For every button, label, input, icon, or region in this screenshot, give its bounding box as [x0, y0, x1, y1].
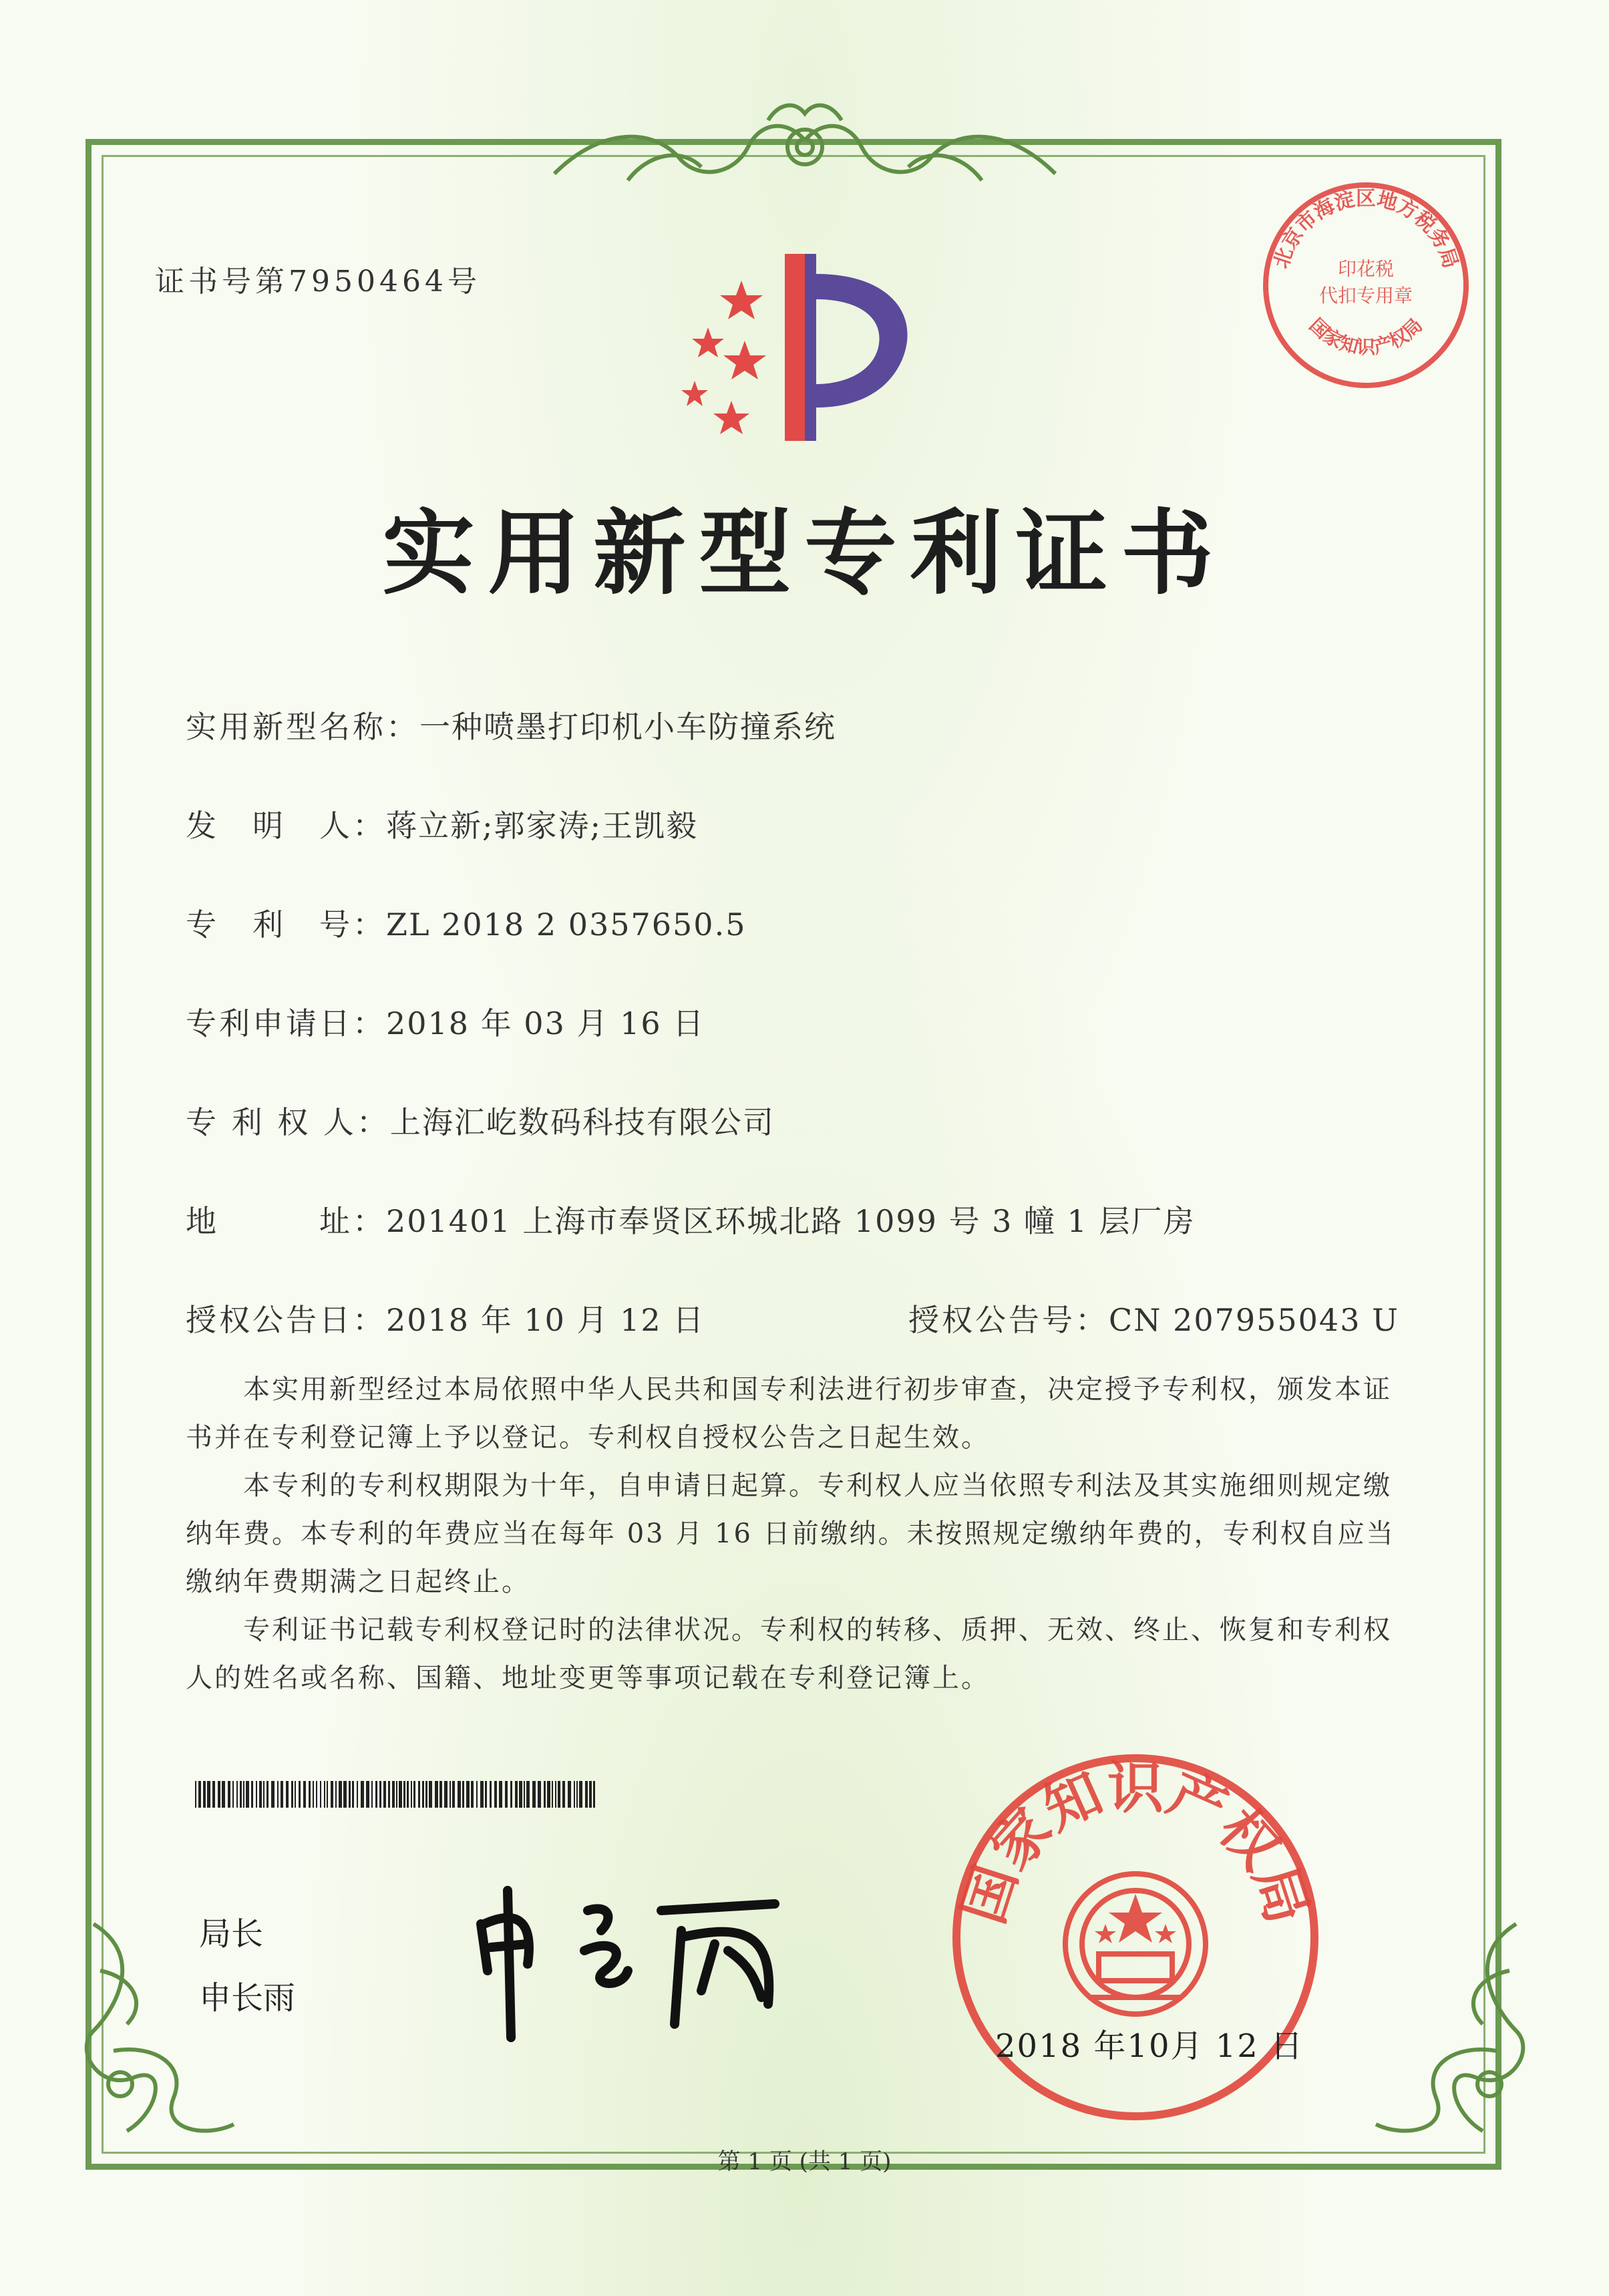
- handwritten-signature: [461, 1870, 835, 2044]
- field-value: 上海汇屹数码科技有限公司: [389, 1104, 775, 1140]
- field-inventors: [186, 802, 698, 846]
- page-footer: 第 1 页 (共 1 页): [717, 2148, 892, 2175]
- signatory-name: 申长雨: [199, 1979, 296, 2017]
- top-ornament: [548, 100, 1062, 194]
- signatory-position: 局长: [199, 1915, 264, 1953]
- tax-stamp: [1256, 175, 1476, 395]
- field-label: 专利申请日：: [186, 1005, 386, 1041]
- field-address: [186, 1197, 1196, 1241]
- field-patentee: [186, 1098, 775, 1142]
- seal-text: 国家知识产权局: [950, 1755, 1321, 1931]
- body-paragraph: 专利证书记载专利权登记时的法律状况。专利权的转移、质押、无效、终止、恢复和专利权人的姓名或名称、国籍、地址变更等事项记载在专利登记簿上。: [186, 1615, 1392, 1693]
- tax-stamp-line1: 印花税: [1337, 258, 1395, 280]
- certificate-number: 证书号第7950464号: [155, 265, 481, 299]
- bottom-right-ornament: [1363, 1917, 1536, 2158]
- field-value: 蒋立新;郭家涛;王凯毅: [386, 808, 698, 844]
- field-announcement-number: [908, 1296, 1399, 1340]
- body-paragraph: 本专利的专利权期限为十年，自申请日起算。专利权人应当依照专利法及其实施细则规定缴纳年费。本专利的年费应当在每年 03 月 16 日前缴纳。未按照规定缴纳年费的，专利权自应当缴纳年费期满之日起终止。: [186, 1470, 1395, 1597]
- field-label: 实用新型名称：: [186, 709, 419, 745]
- field-value: ZL 2018 2 0357650.5: [386, 907, 747, 943]
- field-label: 授权公告日：: [186, 1302, 386, 1338]
- field-label: 发 明 人：: [186, 808, 386, 844]
- field-label: 授权公告号：: [908, 1302, 1109, 1338]
- official-seal: [948, 1750, 1322, 2124]
- certificate-title: 实用新型专利证书: [382, 500, 1227, 607]
- tax-stamp-bottom-text: 国家知识产权局: [1304, 314, 1427, 359]
- field-value: CN 207955043 U: [1109, 1302, 1399, 1338]
- body-paragraph: 本实用新型经过本局依照中华人民共和国专利法进行初步审查，决定授予专利权，颁发本证书并在专利登记簿上予以登记。专利权自授权公告之日起生效。: [186, 1374, 1392, 1453]
- barcode: [195, 1781, 596, 1808]
- field-label: 地 址：: [186, 1203, 386, 1239]
- field-value: 2018 年 03 月 16 日: [386, 1005, 705, 1041]
- tax-stamp-line2: 代扣专用章: [1318, 285, 1413, 307]
- field-announcement-date: [186, 1296, 705, 1340]
- field-value: 一种喷墨打印机小车防撞系统: [419, 709, 836, 745]
- field-value: 201401 上海市奉贤区环城北路 1099 号 3 幢 1 层厂房: [386, 1203, 1196, 1239]
- certificate-body: [186, 1365, 1415, 1702]
- seal-date: 2018 年10月 12 日: [995, 2027, 1304, 2065]
- field-value: 2018 年 10 月 12 日: [386, 1302, 705, 1338]
- patent-office-logo: [661, 247, 942, 448]
- field-application-date: [186, 999, 705, 1043]
- svg-text:国家知识产权局: [1305, 314, 1427, 358]
- field-utility-model-name: [186, 703, 836, 747]
- tax-stamp-ring-text: 北京市海淀区地方税务局: [1269, 187, 1463, 272]
- field-label: 专 利 权 人：: [186, 1104, 390, 1140]
- field-label: 专 利 号：: [186, 907, 386, 943]
- field-patent-number: [186, 900, 746, 945]
